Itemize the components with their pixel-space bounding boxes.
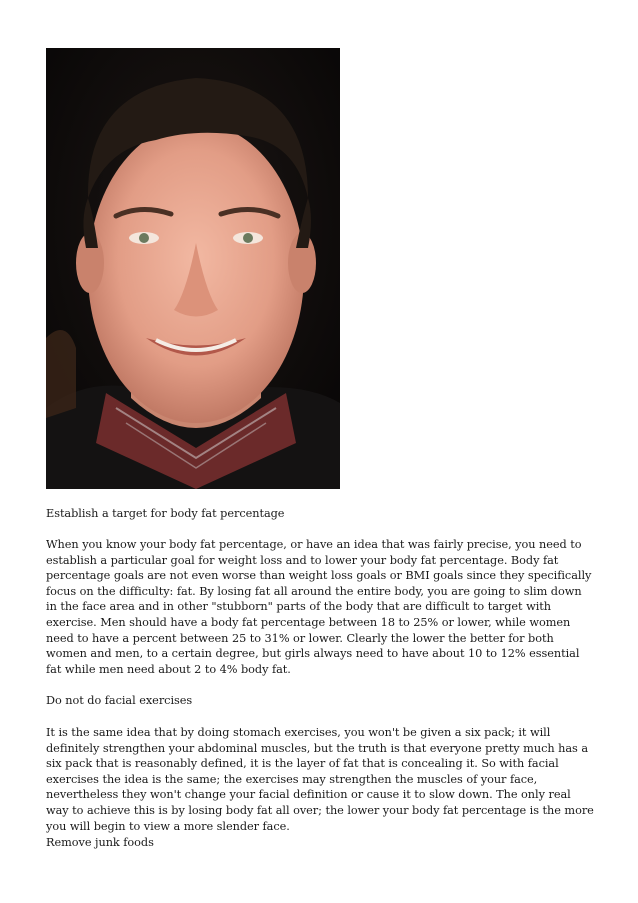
portrait-photo — [46, 48, 340, 489]
paragraph-body-fat-goals: When you know your body fat percentage, or have an idea that was fairly precise, you need to establish a particular goal for weight loss and to lower your body fat percentage. Body fat percentage goals are not even worse than weight loss goals or BMI goals since they specifically focus on the difficulty: fat. By losing fat all around the entire body, you are going to slim down in the face area and in other "stubborn" parts of the body that are difficult to target with exercise. Men should have a body fat percentage between 18 to 25% or lower, while women need to have a percent between 25 to 31% or lower. Clearly the lower the better for both women and men, to a certain degree, but girls always need to have about 10 to 12% essential fat while men need about 2 to 4% body fat. — [46, 538, 592, 676]
heading-junk-foods: Remove junk foods — [46, 836, 154, 849]
heading-establish-target: Establish a target for body fat percentage — [46, 507, 285, 520]
heading-facial-exercises: Do not do facial exercises — [46, 694, 193, 707]
paragraph-facial-exercises: It is the same idea that by doing stomach exercises, you won't be given a six pack; it will definitely strengthen your abdominal muscles, but the truth is that everyone pretty much has a six pack that is reasonably defined, it is the layer of fat that is concealing it. So with facial exercises the idea is the same; the exercises may strengthen the muscles of your face, nevertheless they won't change your facial definition or cause it to slow down. The only real way to achieve this is by losing body fat all over; the lower your body fat percentage is the more you will begin to view a more slender face. — [46, 726, 594, 833]
